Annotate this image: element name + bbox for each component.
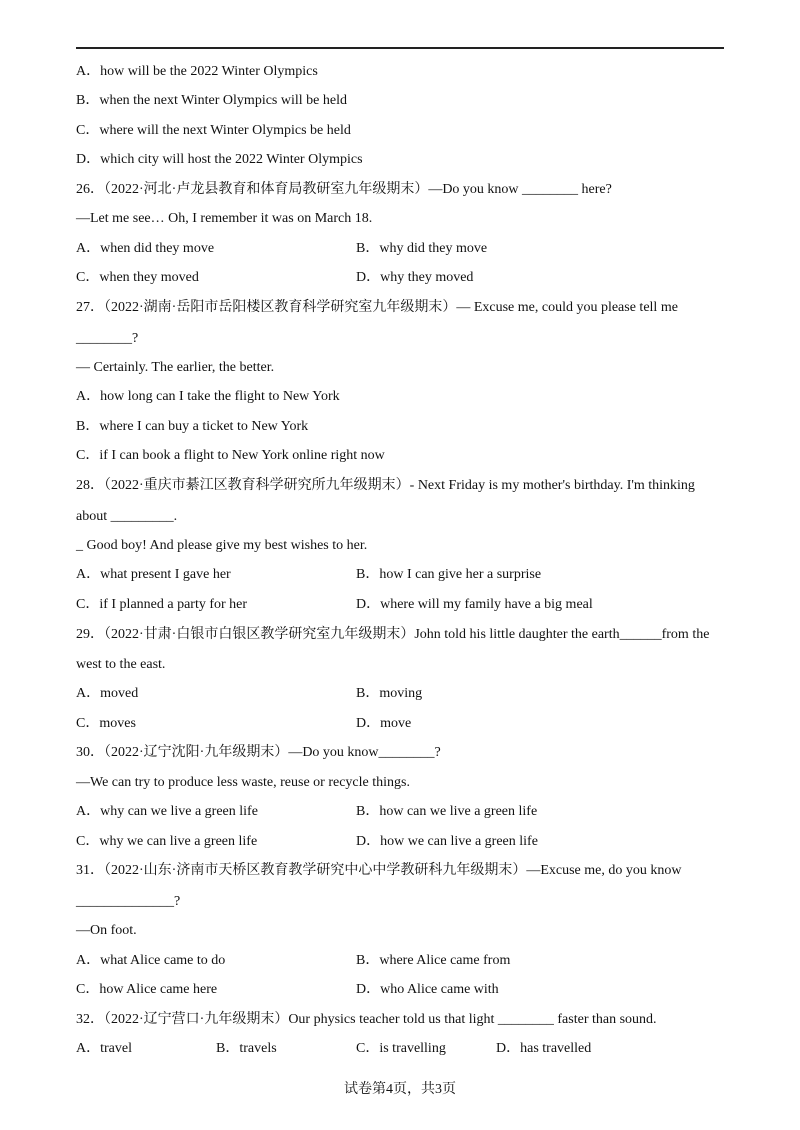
page-footer: 试卷第4页，共3页 xyxy=(344,1082,456,1097)
question-26-option-b: B．why did they move xyxy=(356,241,488,256)
question-30-option-d: D．how we can live a green life xyxy=(356,834,538,849)
question-31-stem: 31．（2022·山东·济南市天桥区教育教学研究中心中学教研科九年级期末）—Excuse me, do you know xyxy=(76,863,682,878)
question-26-stem: 26．（2022·河北·卢龙县教育和体育局教研室九年级期末）—Do you know ________ here? xyxy=(76,182,612,197)
question-32-option-b: B．travels xyxy=(216,1041,277,1056)
question-30-option-c: C．why we can live a green life xyxy=(76,834,258,849)
option-a: A．how will be the 2022 Winter Olympics xyxy=(76,64,318,79)
question-28-stem-cont: about _________. xyxy=(76,509,178,524)
question-31-option-d: D．who Alice came with xyxy=(356,982,499,997)
question-29-option-a: A．moved xyxy=(76,686,139,701)
question-28-option-d: D．where will my family have a big meal xyxy=(356,597,593,612)
question-28-stem: 28．（2022·重庆市綦江区教育科学研究所九年级期末）- Next Friday is my mother's birthday. I'm thinking xyxy=(76,478,695,493)
question-29-stem: 29．（2022·甘肃·白银市白银区教学研究室九年级期末）John told his little daughter the earth______from the xyxy=(76,627,710,642)
option-b: B．when the next Winter Olympics will be held xyxy=(76,93,347,108)
question-29-option-d: D．move xyxy=(356,716,412,731)
question-28-option-c: C．if I planned a party for her xyxy=(76,597,248,612)
question-31-blank: ______________? xyxy=(76,894,181,909)
option-c: C．where will the next Winter Olympics be held xyxy=(76,123,351,138)
question-32-stem: 32．（2022·辽宁营口·九年级期末）Our physics teacher told us that light ________ faster than sound. xyxy=(76,1012,657,1027)
question-29-option-c: C．moves xyxy=(76,716,136,731)
question-30-reply: —We can try to produce less waste, reuse or recycle things. xyxy=(76,775,410,790)
question-31-option-b: B．where Alice came from xyxy=(356,953,511,968)
option-d: D．which city will host the 2022 Winter Olympics xyxy=(76,152,363,167)
question-27-option-c: C．if I can book a flight to New York online right now xyxy=(76,448,385,463)
question-27-option-a: A．how long can I take the flight to New York xyxy=(76,389,340,404)
question-29-option-b: B．moving xyxy=(356,686,423,701)
question-30-option-a: A．why can we live a green life xyxy=(76,804,258,819)
question-26-option-d: D．why they moved xyxy=(356,270,474,285)
question-30-stem: 30．（2022·辽宁沈阳·九年级期末）—Do you know________? xyxy=(76,745,441,760)
question-30-option-b: B．how can we live a green life xyxy=(356,804,538,819)
question-32-option-d: D．has travelled xyxy=(496,1041,592,1056)
question-28-option-a: A．what present I gave her xyxy=(76,567,231,582)
question-28-option-b: B．how I can give her a surprise xyxy=(356,567,542,582)
question-28-reply: _ Good boy! And please give my best wishes to her. xyxy=(76,538,368,553)
question-26-option-c: C．when they moved xyxy=(76,270,199,285)
question-26-option-a: A．when did they move xyxy=(76,241,215,256)
question-27-option-b: B．where I can buy a ticket to New York xyxy=(76,419,309,434)
question-32-option-a: A．travel xyxy=(76,1041,132,1056)
question-27-reply: — Certainly. The earlier, the better. xyxy=(76,360,275,375)
question-31-option-a: A．what Alice came to do xyxy=(76,953,226,968)
question-26-reply: —Let me see… Oh, I remember it was on March 18. xyxy=(76,211,373,226)
question-32-option-c: C．is travelling xyxy=(356,1041,446,1056)
question-31-reply: —On foot. xyxy=(76,923,137,938)
question-27-blank: ________? xyxy=(76,331,139,346)
question-27-stem: 27．（2022·湖南·岳阳市岳阳楼区教育科学研究室九年级期末）— Excuse me, could you please tell me xyxy=(76,300,678,315)
question-29-stem-cont: west to the east. xyxy=(76,657,166,672)
header-rule xyxy=(76,47,724,49)
question-31-option-c: C．how Alice came here xyxy=(76,982,218,997)
